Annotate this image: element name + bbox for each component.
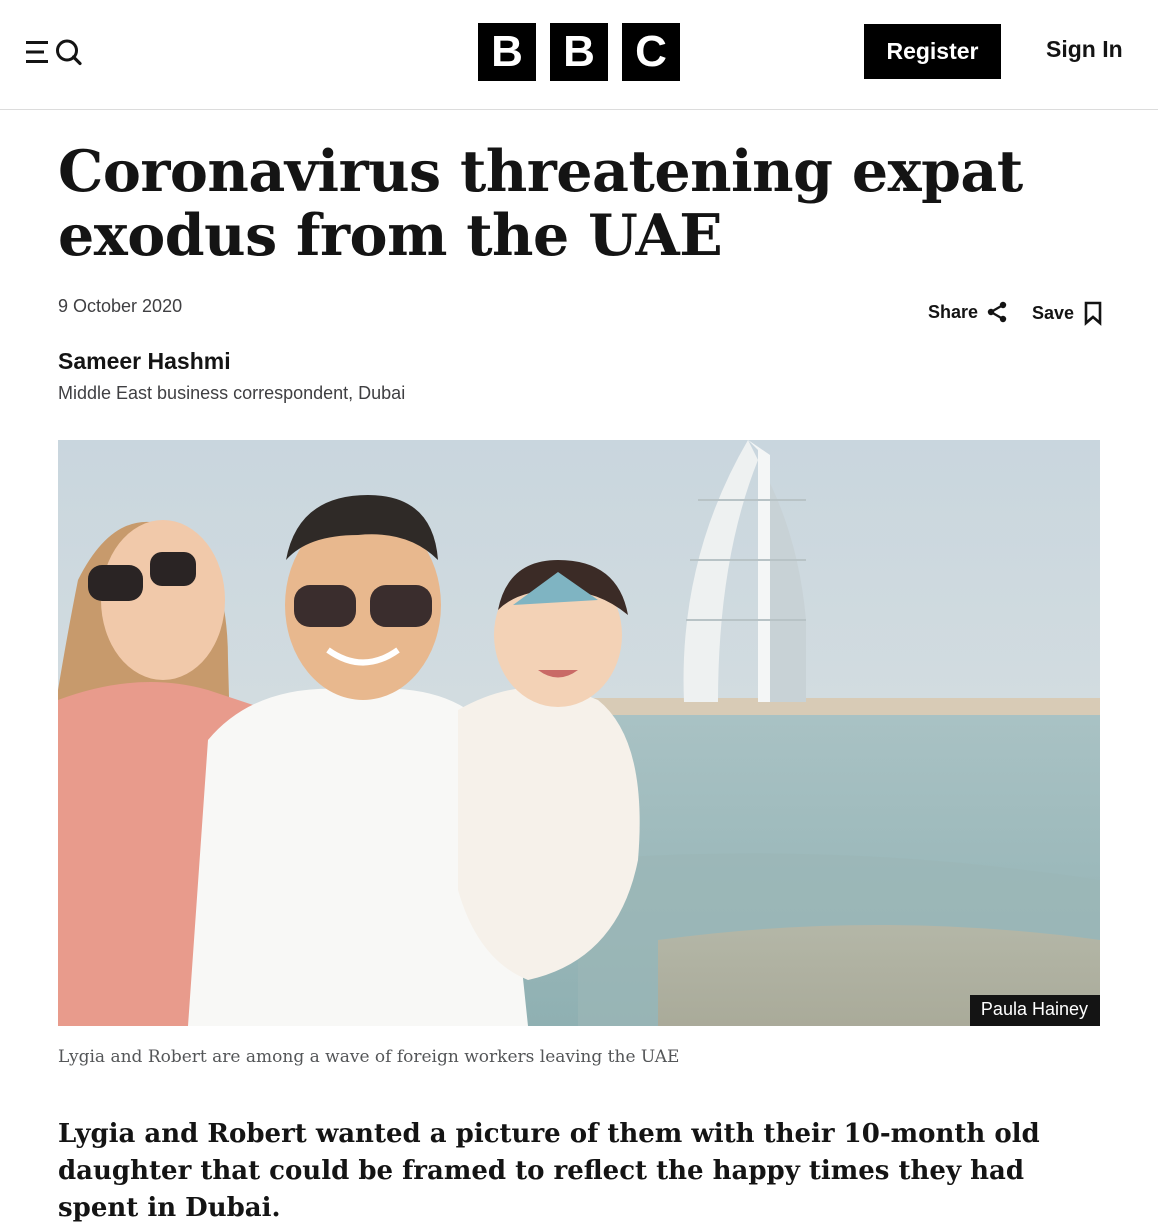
share-label: Share (928, 301, 979, 322)
author-name: Sameer Hashmi (58, 348, 231, 374)
family-beach-photo (58, 440, 1100, 1026)
menu-icon (24, 36, 84, 68)
article-headline: Coronavirus threatening expat exodus from the UAE (58, 138, 1023, 269)
bookmark-icon (1084, 301, 1102, 325)
hero-image (58, 440, 1100, 1026)
bbc-logo[interactable] (478, 23, 680, 81)
site-header (0, 0, 1158, 110)
share-icon (986, 301, 1008, 323)
lead-paragraph: Lygia and Robert wanted a picture of them with their 10-month old daughter that could be framed to reflect the happy times they had spent in Dubai. (58, 1119, 1040, 1223)
logo-block: B (550, 23, 608, 81)
menu-search-button[interactable] (24, 36, 84, 68)
author-role: Middle East business correspondent, Dubai (58, 383, 406, 403)
sign-in-link[interactable]: Sign In (1046, 36, 1123, 62)
image-caption: Lygia and Robert are among a wave of foreign workers leaving the UAE (58, 1047, 680, 1067)
article-date: 9 October 2020 (58, 296, 183, 316)
register-button[interactable]: Register (864, 24, 1001, 79)
logo-block: B (478, 23, 536, 81)
search-icon (58, 41, 81, 64)
image-credit: Paula Hainey (970, 995, 1100, 1026)
share-button[interactable] (928, 301, 1008, 323)
logo-block: C (622, 23, 680, 81)
save-label: Save (1032, 302, 1075, 323)
save-button[interactable] (1032, 301, 1102, 325)
